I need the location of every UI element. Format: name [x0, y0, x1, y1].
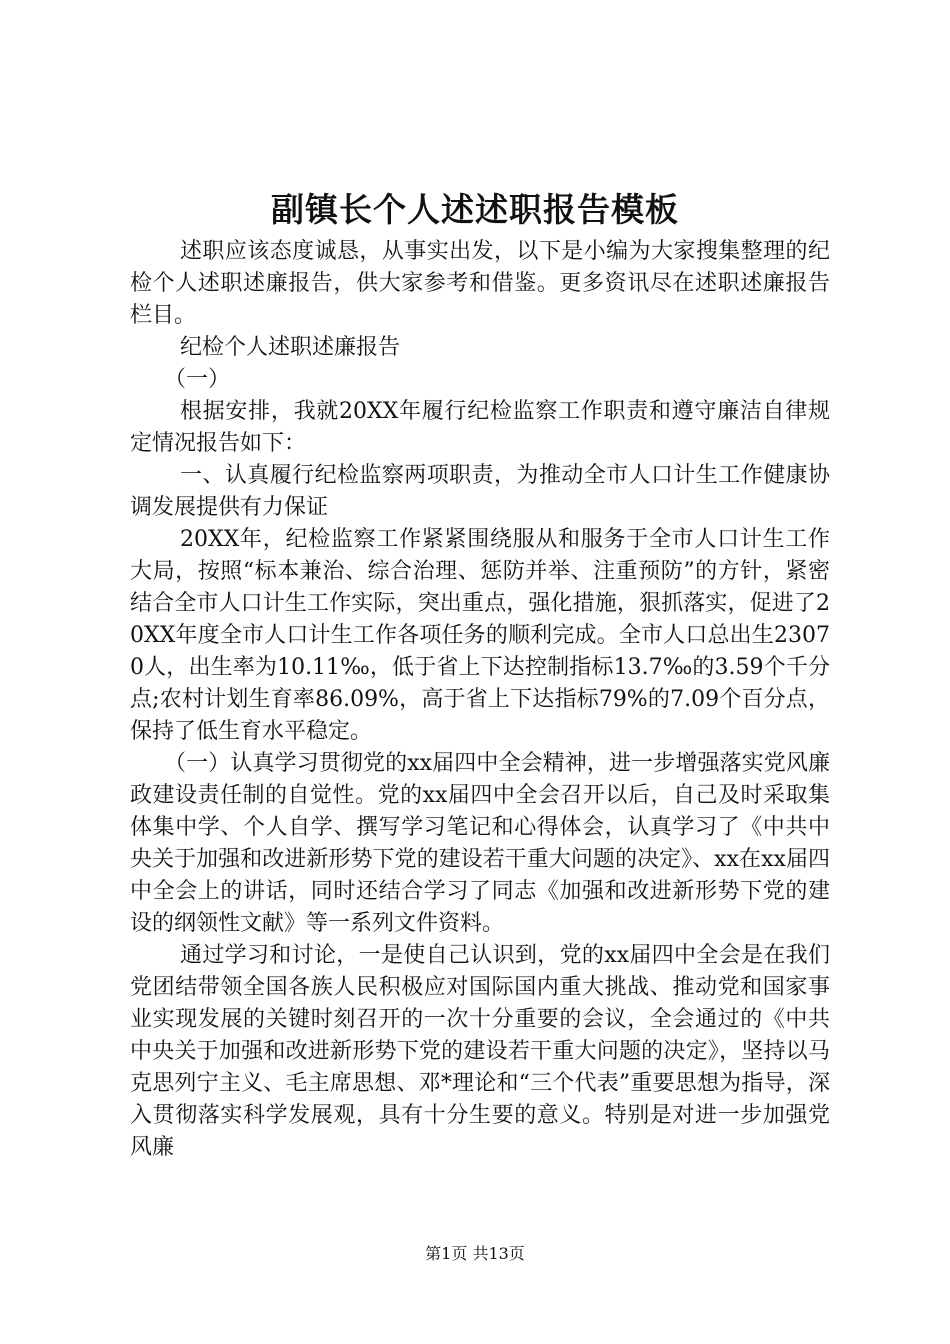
page-number-footer: 第1页 共13页: [425, 1244, 525, 1263]
body-paragraph: 一、认真履行纪检监察两项职责，为推动全市人口计生工作健康协调发展提供有力保证: [130, 463, 830, 520]
body-paragraph: 根据安排，我就20XX年履行纪检监察工作职责和遵守廉洁自律规定情况报告如下：: [130, 399, 830, 456]
document-title: 副镇长个人述述职报告模板: [271, 190, 679, 229]
section-heading: 纪检个人述职述廉报告: [180, 335, 401, 360]
section-number: （一）: [164, 367, 231, 392]
body-paragraph: 20XX年，纪检监察工作紧紧围绕服从和服务于全市人口计生工作大局，按照“标本兼治、综合治理、惩防并举、注重预防”的方针，紧密结合全市人口计生工作实际，突出重点，强化措施，狠抓落实，促进了20XX年度全市人口计生工作各项任务的顺利完成。全市人口总出生23070人，出生率为10.11‰，低于省上下达控制指标13.7‰的3.59个千分点;农村计划生育率86.09%，高于省上下达指标79%的7.09个百分点，保持了低生育水平稳定。: [130, 527, 830, 744]
body-paragraph: （一）认真学习贯彻党的xx届四中全会精神，进一步增强落实党风廉政建设责任制的自觉性。党的xx届四中全会召开以后，自己及时采取集体集中学、个人自学、撰写学习笔记和心得体会，认真学习了《中共中央关于加强和改进新形势下党的建设若干重大问题的决定》、xx在xx届四中全会上的讲话，同时还结合学习了同志《加强和改进新形势下党的建设的纲领性文献》等一系列文件资料。: [130, 751, 830, 936]
intro-paragraph: 述职应该态度诚恳，从事实出发，以下是小编为大家搜集整理的纪检个人述职述廉报告，供大家参考和借鉴。更多资讯尽在述职述廉报告栏目。: [130, 239, 830, 328]
body-paragraph: 通过学习和讨论，一是使自己认识到，党的xx届四中全会是在我们党团结带领全国各族人民积极应对国际国内重大挑战、推动党和国家事业实现发展的关键时刻召开的一次十分重要的会议，全会通过的《中共中央关于加强和改进新形势下党的建设若干重大问题的决定》，坚持以马克思列宁主义、毛主席思想、邓*理论和“三个代表”重要思想为指导，深入贯彻落实科学发展观，具有十分生要的意义。特别是对进一步加强党风廉: [130, 943, 830, 1160]
document-body: [130, 236, 830, 1164]
